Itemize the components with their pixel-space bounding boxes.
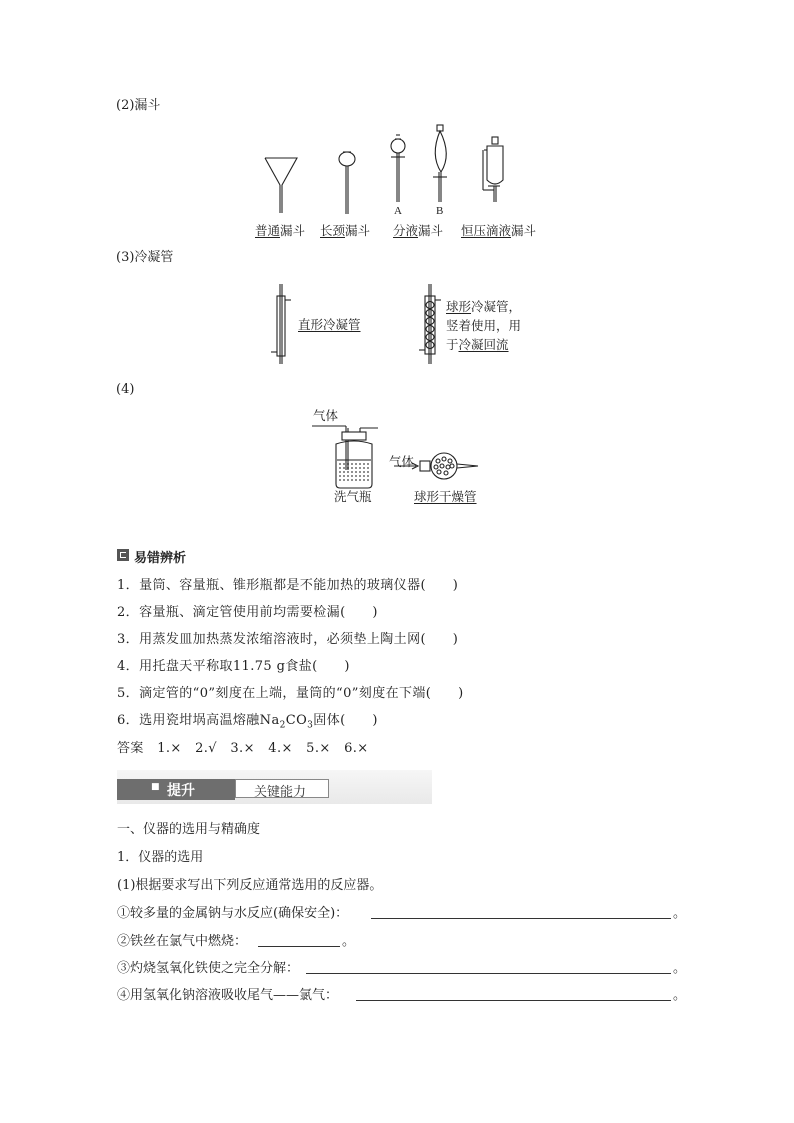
question-3: ③灼烧氢氧化铁使之完全分解： [117, 961, 300, 976]
question-4-end: 。 [673, 988, 687, 1003]
gas-label-2: 气体 [389, 454, 415, 469]
label-a: A [394, 205, 402, 217]
answer-blank-1[interactable] [371, 906, 671, 919]
error-item-6: 6．选用瓷坩埚高温熔融$Na_2CO_3$固体( ) [117, 713, 378, 731]
section-subheading: 1．仪器的选用 [117, 850, 204, 865]
caption-long-neck-funnel: 长颈漏斗 [320, 223, 371, 238]
condensers-heading: (3)冷凝管 [116, 250, 174, 265]
label-b: B [436, 205, 444, 217]
gas-apparatus-illustrations [0, 0, 794, 520]
banner-left-label: 提升 [167, 783, 195, 799]
section-intro: (1)根据要求写出下列反应通常选用的反应器。 [117, 878, 383, 893]
answer-blank-3[interactable] [306, 961, 671, 974]
question-1: ①较多量的金属钠与水反应(确保安全)： [117, 906, 349, 921]
question-1-end: 。 [673, 906, 687, 921]
bulb-condenser-line1: 球形冷凝管， [446, 299, 522, 314]
caption-ordinary-funnel: 普通漏斗 [255, 223, 306, 238]
answer-line: 答案 1.× 2.√ 3.× 4.× 5.× 6.× [117, 741, 369, 756]
banner-right [235, 779, 329, 798]
section-heading: 一、仪器的选用与精确度 [117, 822, 261, 837]
funnels-heading: (2)漏斗 [116, 98, 161, 113]
error-item-5: 5．滴定管的“0”刻度在上端，量筒的“0”刻度在下端( ) [117, 686, 464, 701]
gas-heading: (4) [116, 382, 135, 397]
bulb-condenser-line2: 竖着使用，用 [446, 318, 522, 333]
question-2: ②铁丝在氯气中燃烧： [117, 934, 248, 949]
caption-pressure-funnel: 恒压滴液漏斗 [461, 223, 537, 238]
caption-separatory-funnel: 分液漏斗 [393, 223, 444, 238]
question-4: ④用氢氧化钠溶液吸收尾气——氯气： [117, 988, 339, 1003]
drying-tube-label: 球形干燥管 [414, 489, 477, 504]
banner-bullet: ■ [151, 782, 160, 792]
bulb-condenser-line3: 于冷凝回流 [446, 337, 509, 352]
wash-bottle-icon [312, 426, 378, 488]
wash-bottle-label: 洗气瓶 [334, 489, 372, 504]
error-analysis-title: 易错辨析 [134, 551, 187, 566]
error-item-2: 2．容量瓶、滴定管使用前均需要检漏( ) [117, 605, 378, 620]
error-item-4: 4．用托盘天平称取11.75 g食盐( ) [117, 659, 350, 674]
error-item-1: 1．量筒、容量瓶、锥形瓶都是不能加热的玻璃仪器( ) [117, 578, 459, 593]
error-item-3: 3．用蒸发皿加热蒸发浓缩溶液时，必须垫上陶土网( ) [117, 632, 459, 647]
gas-label-1: 气体 [313, 408, 339, 423]
banner-left [117, 779, 235, 800]
answer-blank-4[interactable] [356, 988, 671, 1001]
banner-right-label: 关键能力 [254, 785, 307, 800]
straight-condenser-label: 直形冷凝管 [298, 317, 361, 332]
error-analysis-icon [117, 549, 129, 561]
answer-blank-2[interactable] [258, 934, 340, 947]
question-3-end: 。 [673, 961, 687, 976]
question-2-end: 。 [342, 934, 356, 949]
